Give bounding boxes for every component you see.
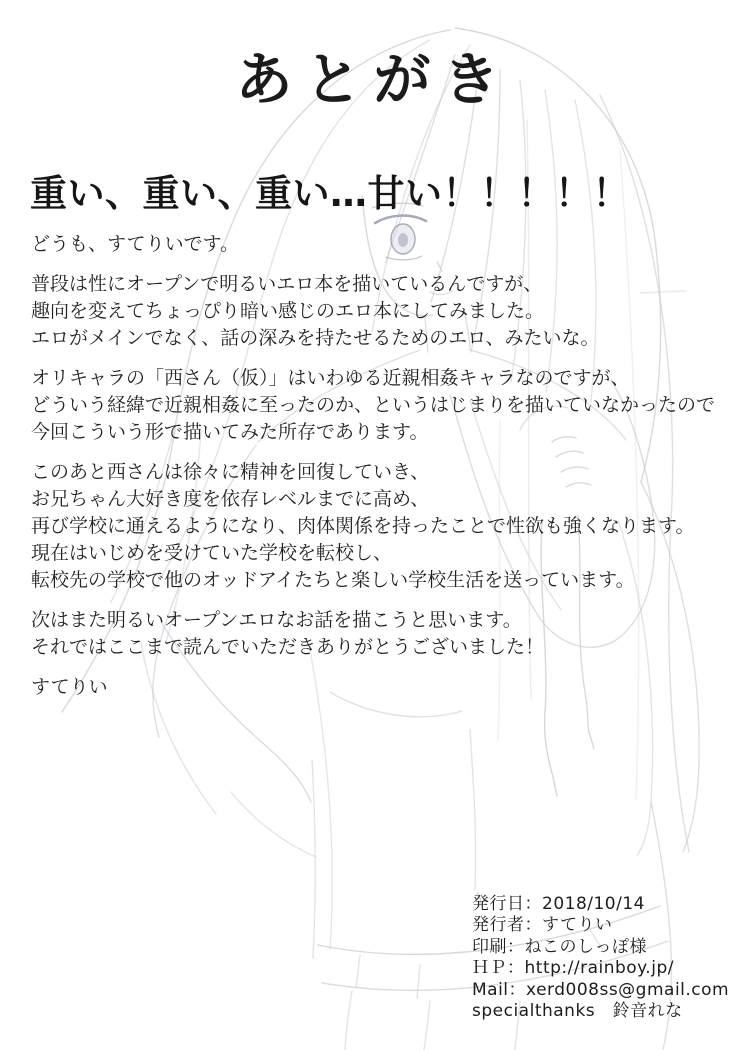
text-line: 趣向を変えてちょっぴり暗い感じのエロ本にしてみました。 <box>31 300 545 322</box>
text-line: どういう経緯で近親相姦に至ったのか、というはじまりを描いていなかったので <box>31 394 716 416</box>
paragraph-greeting <box>31 231 715 258</box>
text-line: それではここまで読んでいただきありがとうございました！ <box>31 636 545 658</box>
text-line: 再び学校に通えるようになり、肉体関係を持ったことで性欲も強くなります。 <box>31 515 695 537</box>
colophon-mail: Mail：xerd008ss@gmail.com <box>472 979 730 1000</box>
text-line: 転校先の学校で他のオッドアイたちと楽しい学校生活を送っています。 <box>31 569 635 591</box>
text-line: このあと西さんは徐々に精神を回復していき、 <box>31 461 430 483</box>
paragraph-intro <box>31 271 715 352</box>
headline: 重い、重い、重い…甘い！！！！！ <box>30 172 630 215</box>
colophon-publication-date: 発行日：2018/10/14 <box>472 894 645 914</box>
colophon-homepage: ＨＰ：http://rainboy.jp/ <box>472 958 674 979</box>
colophon <box>472 894 729 1022</box>
afterword-body <box>31 231 715 714</box>
text-line: どうも、すてりいです。 <box>31 233 240 255</box>
text-line: エロがメインでなく、話の深みを持たせるためのエロ、みたいな。 <box>31 327 600 349</box>
text-line: 現在はいじめを受けていた学校を転校し、 <box>31 542 393 564</box>
text-line: 今回こういう形で描いてみた所存であります。 <box>31 421 429 443</box>
text-line: すてりい <box>31 676 108 698</box>
text-line: 普段は性にオープンで明るいエロ本を描いているんですが、 <box>31 273 543 295</box>
colophon-special-thanks: specialthanks 鈴音れな <box>472 1001 683 1022</box>
text-line: オリキャラの「西さん（仮）」はいわゆる近親相姦キャラなのですが、 <box>31 367 630 389</box>
text-line: お兄ちゃん大好き度を依存レベルまでに高め、 <box>31 488 430 510</box>
colophon-printer: 印刷：ねこのしっぽ様 <box>472 936 647 957</box>
paragraph-epilogue <box>31 459 715 594</box>
text-line: 次はまた明るいオープンエロなお話を描こうと思います。 <box>31 609 522 631</box>
page-title: あとがき <box>235 47 512 113</box>
paragraph-character <box>31 365 715 446</box>
paragraph-closing <box>31 607 715 661</box>
author-signature <box>31 674 715 701</box>
colophon-publisher: 発行者：すてりい <box>472 915 613 936</box>
